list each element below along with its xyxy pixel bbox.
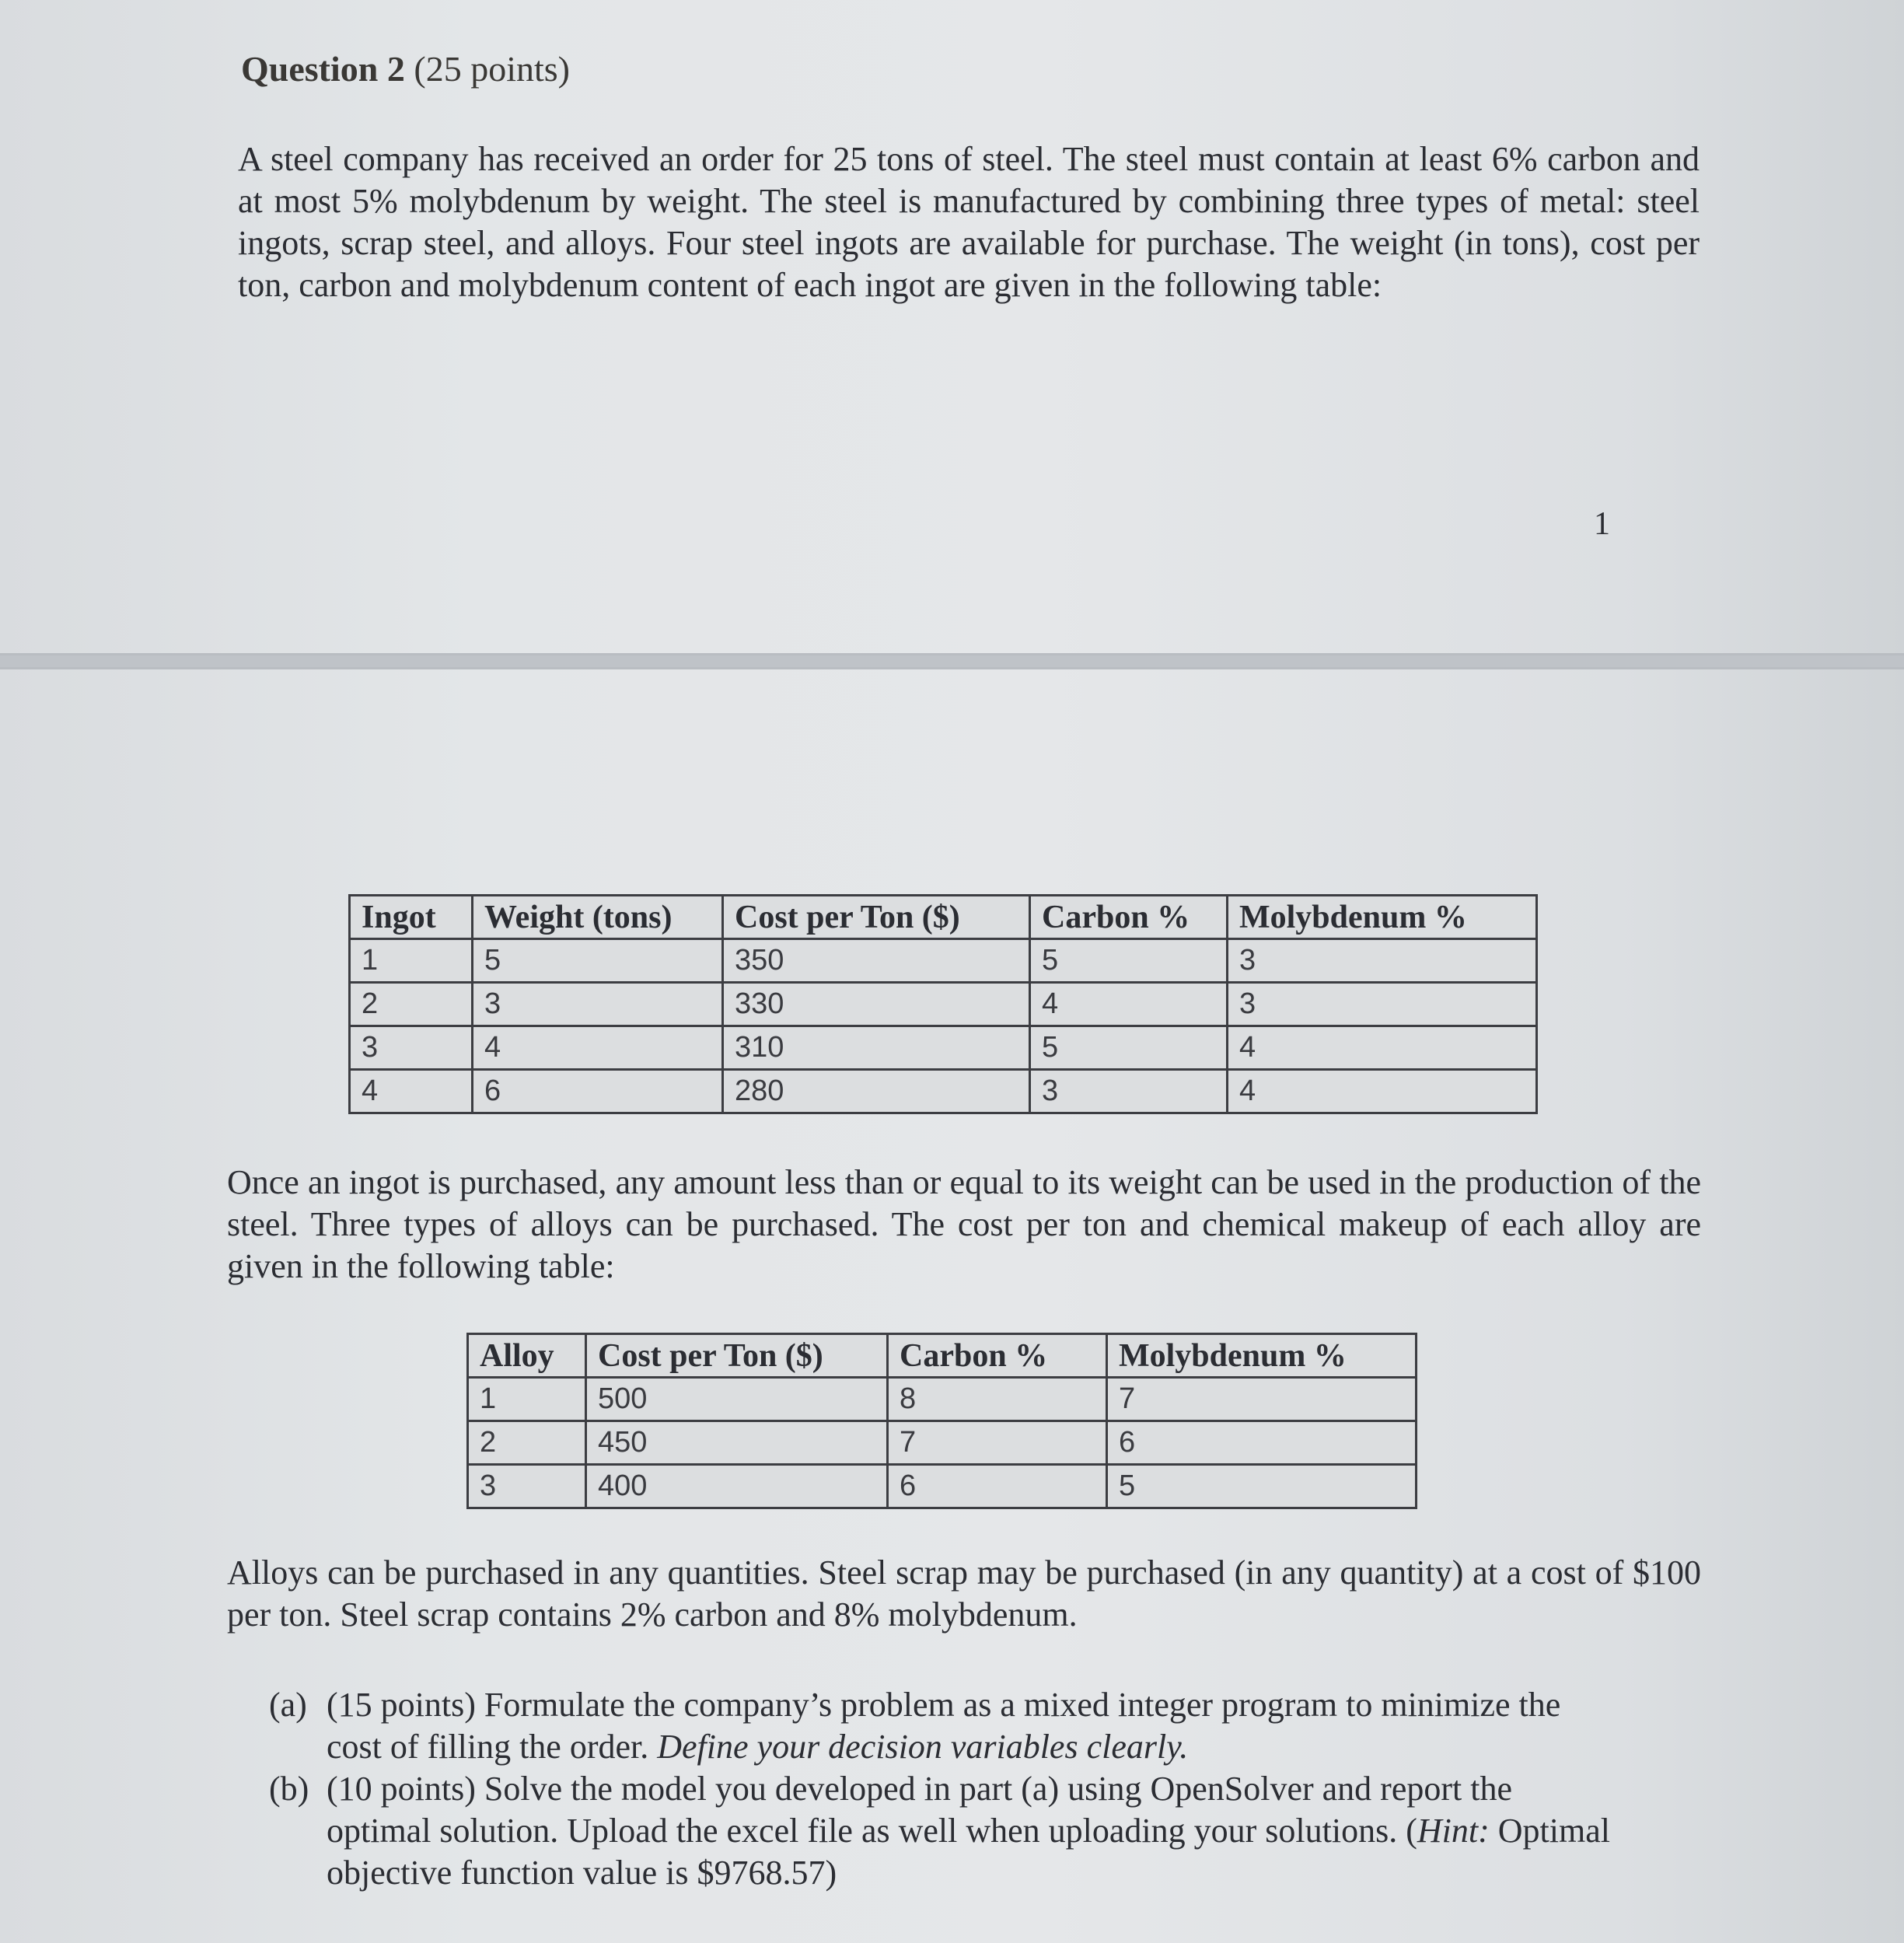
part-a-label: (a) xyxy=(269,1686,307,1724)
part-a-text xyxy=(327,1684,1622,1768)
ingot-table-header-row xyxy=(350,896,1537,939)
table-cell: 8 xyxy=(888,1378,1107,1421)
table-cell: 4 xyxy=(1228,1026,1537,1070)
ingot-header-molybdenum: Molybdenum % xyxy=(1228,896,1537,939)
table-cell: 310 xyxy=(723,1026,1030,1070)
table-cell: 1 xyxy=(350,939,473,983)
alloy-header-cost: Cost per Ton ($) xyxy=(586,1334,888,1378)
table-cell: 5 xyxy=(1107,1465,1417,1508)
ingot-header-cost: Cost per Ton ($) xyxy=(723,896,1030,939)
question-title xyxy=(241,48,570,89)
table-cell: 330 xyxy=(723,983,1030,1026)
alloy-header-carbon: Carbon % xyxy=(888,1334,1107,1378)
table-cell: 1 xyxy=(468,1378,586,1421)
part-b-label: (b) xyxy=(269,1770,309,1808)
table-cell: 3 xyxy=(350,1026,473,1070)
part-b-hint-text: Optimal objective function value is $9768.57) xyxy=(327,1812,1610,1892)
part-a-body: (15 points) Formulate the company’s problem as a mixed integer program to minimize the cost of filling the order. xyxy=(327,1686,1561,1766)
ingot-table xyxy=(348,894,1538,1114)
table-cell: 5 xyxy=(1030,939,1228,983)
table-cell: 4 xyxy=(473,1026,723,1070)
table-cell: 3 xyxy=(1030,1070,1228,1113)
table-row xyxy=(350,1070,1537,1113)
scrap-paragraph: Alloys can be purchased in any quantities. Steel scrap may be purchased (in any quantity) at a cost of $100 per ton. Steel scrap contains 2% carbon and 8% molybdenum. xyxy=(227,1553,1701,1634)
table-row xyxy=(350,983,1537,1026)
table-cell: 2 xyxy=(350,983,473,1026)
table-cell: 450 xyxy=(586,1421,888,1465)
page-top xyxy=(0,0,1904,655)
table-cell: 5 xyxy=(473,939,723,983)
part-a-emphasis: Define your decision variables clearly. xyxy=(657,1728,1189,1766)
table-cell: 4 xyxy=(350,1070,473,1113)
alloy-table-header-row xyxy=(468,1334,1417,1378)
table-cell: 5 xyxy=(1030,1026,1228,1070)
ingot-usage-paragraph: Once an ingot is purchased, any amount less than or equal to its weight can be used in the production of the steel. Three types of alloys can be purchased. The cost per ton and chemical makeup of each alloy are given in the following table: xyxy=(227,1163,1701,1285)
part-b-hint-label: Hint: xyxy=(1417,1812,1490,1850)
ingot-header-weight: Weight (tons) xyxy=(473,896,723,939)
part-a xyxy=(269,1684,1622,1768)
table-row xyxy=(468,1421,1417,1465)
table-cell: 2 xyxy=(468,1421,586,1465)
table-cell: 350 xyxy=(723,939,1030,983)
part-b-text xyxy=(327,1768,1622,1894)
ingot-header-ingot: Ingot xyxy=(350,896,473,939)
part-b-body: (10 points) Solve the model you developed in part (a) using OpenSolver and report the optimal solution. Upload the excel file as well when uploading your solutions. ( xyxy=(327,1770,1512,1850)
table-row xyxy=(468,1378,1417,1421)
question-label: Question 2 xyxy=(241,49,405,89)
table-cell: 3 xyxy=(468,1465,586,1508)
alloy-header-alloy: Alloy xyxy=(468,1334,586,1378)
table-cell: 400 xyxy=(586,1465,888,1508)
question-parts xyxy=(269,1684,1622,1894)
table-cell: 7 xyxy=(888,1421,1107,1465)
table-row xyxy=(468,1465,1417,1508)
table-cell: 3 xyxy=(1228,939,1537,983)
table-cell: 6 xyxy=(1107,1421,1417,1465)
alloy-table xyxy=(466,1333,1417,1509)
page-gap xyxy=(0,655,1904,667)
table-cell: 3 xyxy=(1228,983,1537,1026)
ingot-header-carbon: Carbon % xyxy=(1030,896,1228,939)
table-cell: 500 xyxy=(586,1378,888,1421)
table-cell: 7 xyxy=(1107,1378,1417,1421)
part-b xyxy=(269,1768,1622,1894)
table-cell: 4 xyxy=(1030,983,1228,1026)
table-cell: 6 xyxy=(888,1465,1107,1508)
table-cell: 6 xyxy=(473,1070,723,1113)
table-cell: 4 xyxy=(1228,1070,1537,1113)
question-points: (25 points) xyxy=(414,49,570,89)
table-cell: 3 xyxy=(473,983,723,1026)
table-cell: 280 xyxy=(723,1070,1030,1113)
table-row xyxy=(350,939,1537,983)
table-row xyxy=(350,1026,1537,1070)
page-number: 1 xyxy=(1594,506,1610,542)
intro-paragraph: A steel company has received an order for 25 tons of steel. The steel must contain at least 6% carbon and at most 5% molybdenum by weight. The steel is manufactured by combining three types of metal: steel ingots, scrap steel, and alloys. Four steel ingots are available for purchase. The weight (in tons), cost per ton, carbon and molybdenum content of each ingot are given in the following table: xyxy=(238,140,1700,304)
alloy-header-molybdenum: Molybdenum % xyxy=(1107,1334,1417,1378)
